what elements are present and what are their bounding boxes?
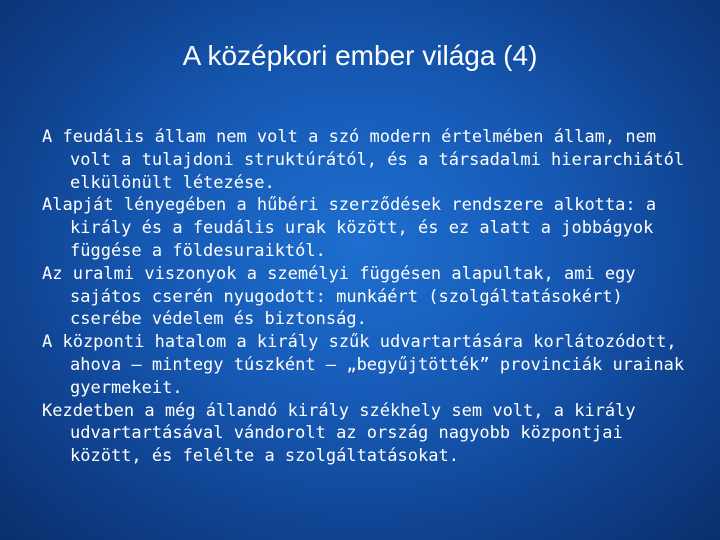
slide-title: A középkori ember világa (4) (182, 40, 538, 71)
paragraph-feudal-contracts: Alapját lényegében a hűbéri szerződések rendszere alkotta: a király és a feudális urak között, és ez alatt a jobbágyok függése a földesuraiktól. (42, 195, 657, 261)
paragraph-personal-dependence: Az uralmi viszonyok a személyi függésen alapultak, ami egy sajátos cserén nyugodott: munkáért (szolgáltatásokért) cserébe védelem és biztonság. (42, 263, 636, 330)
paragraph-central-power: A központi hatalom a király szűk udvartartására korlátozódott, ahova – mintegy túszként – „begyűjtötték” provinciák urainak gyermekeit. (42, 332, 685, 398)
paragraph-travelling-court: Kezdetben a még állandó király székhely sem volt, a király udvartartásával vándorolt az ország nagyobb központjai között, és felélte a szolgáltatásokat. (42, 400, 636, 467)
paragraph-feudal-state: A feudális állam nem volt a szó modern értelmében állam, nem volt a tulajdoni struktúrától, és a társadalmi hierarchiától elkülönült létezése. (42, 127, 685, 193)
slide-body (42, 126, 702, 468)
